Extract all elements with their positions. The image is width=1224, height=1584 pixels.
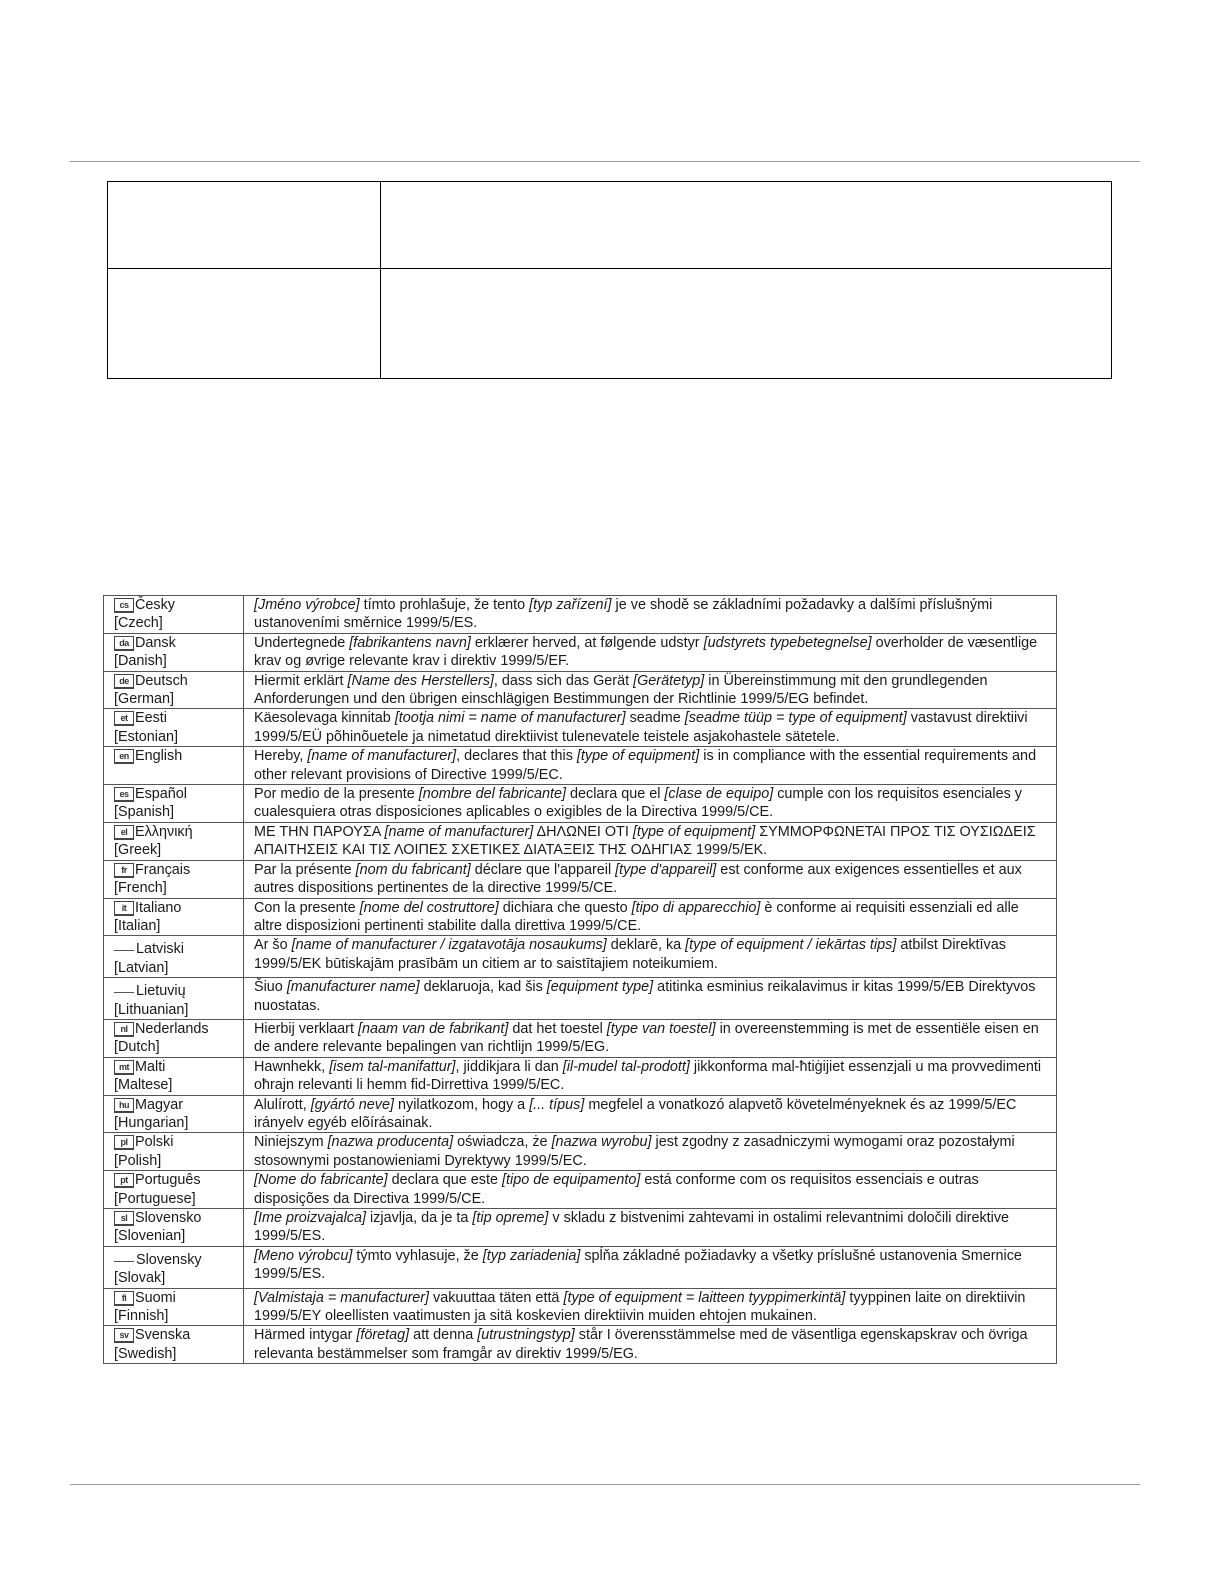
declaration-text-cell bbox=[244, 747, 1057, 785]
language-code-badge: el bbox=[114, 825, 134, 840]
declaration-text: Hereby, bbox=[254, 748, 308, 765]
language-name-line bbox=[114, 1059, 165, 1075]
declaration-text-cell bbox=[244, 785, 1057, 823]
declaration-text: att denna bbox=[409, 1327, 478, 1344]
declaration-placeholder-text: [utrustningstyp] bbox=[477, 1327, 575, 1344]
language-cell bbox=[104, 596, 244, 634]
declaration-text-cell bbox=[244, 1326, 1057, 1364]
language-name: Ελληνική bbox=[135, 823, 193, 840]
declaration-placeholder-text: [nome del costruttore] bbox=[359, 899, 499, 916]
language-code-badge: pt bbox=[114, 1173, 134, 1188]
language-code-placeholder bbox=[114, 978, 134, 993]
table-row bbox=[104, 633, 1057, 671]
language-cell bbox=[104, 1133, 244, 1171]
language-english-name: [Italian] bbox=[114, 917, 161, 934]
declaration-text-cell bbox=[244, 860, 1057, 898]
language-cell bbox=[104, 936, 244, 978]
declaration-placeholder-text: [typ zařízení] bbox=[529, 597, 612, 613]
language-cell bbox=[104, 978, 244, 1020]
language-english-name: [Slovenian] bbox=[114, 1228, 186, 1245]
declaration-placeholder-text: [Jméno výrobce] bbox=[254, 597, 360, 613]
declaration-text: is in compliance with the essential requirements and other relevant provisions of Directive 1999/5/EC. bbox=[254, 748, 1037, 783]
declaration-text: seadme bbox=[625, 710, 685, 727]
language-name: Svenska bbox=[135, 1327, 191, 1344]
language-code-badge: da bbox=[114, 636, 134, 651]
declaration-text: , dass sich das Gerät bbox=[493, 672, 634, 689]
declaration-placeholder-text: [name of manufacturer / izgatavotāja nosaukums] bbox=[291, 937, 607, 954]
language-english-name: [Danish] bbox=[114, 653, 167, 670]
language-english-name: [Finnish] bbox=[114, 1308, 169, 1325]
declaration-text: megfelel a vonatkozó alapvetõ követelményeknek és az 1999/5/EC irányelv egyéb elõírásainak. bbox=[254, 1096, 1017, 1131]
declaration-placeholder-text: [Name des Herstellers] bbox=[347, 672, 494, 689]
declaration-text: dat het toestel bbox=[508, 1020, 607, 1037]
declaration-text: týmto vyhlasuje, že bbox=[352, 1247, 483, 1264]
language-english-name: [German] bbox=[114, 691, 174, 708]
declaration-text: vastavust direktiivi 1999/5/EÜ põhinõuetele ja nimetatud direktiivist tulenevatele teistele asjakohastele sätetele. bbox=[254, 710, 1028, 745]
declaration-text-cell bbox=[244, 1133, 1057, 1171]
language-name: Nederlands bbox=[135, 1020, 209, 1037]
declaration-placeholder-text: [Valmistaja = manufacturer] bbox=[254, 1289, 430, 1306]
language-cell bbox=[104, 1246, 244, 1288]
declaration-text: jest zgodny z zasadniczymi wymogami oraz pozostałymi stosownymi postanowieniami Dyrektywy 1999/5/EC. bbox=[254, 1134, 1015, 1169]
language-name-line bbox=[114, 786, 187, 802]
language-code-placeholder bbox=[114, 936, 134, 951]
declaration-text: deklaruoja, kad šis bbox=[419, 979, 547, 996]
language-name-line bbox=[114, 1327, 190, 1343]
language-name-line bbox=[114, 941, 184, 957]
language-english-name: [Slovak] bbox=[114, 1270, 166, 1287]
declaration-placeholder-text: [Gerätetyp] bbox=[633, 672, 705, 689]
declaration-text-cell bbox=[244, 936, 1057, 978]
declaration-text: declara que este bbox=[387, 1172, 502, 1189]
language-code-badge: et bbox=[114, 711, 134, 726]
table-row bbox=[104, 1209, 1057, 1247]
language-english-name: [Maltese] bbox=[114, 1077, 173, 1094]
language-name-line bbox=[114, 900, 181, 916]
table-row bbox=[104, 747, 1057, 785]
declaration-text-cell bbox=[244, 1095, 1057, 1133]
declaration-text: atbilst Direktīvas 1999/5/EK būtiskajām prasībām un citiem ar to saistītajiem noteikumiem. bbox=[254, 937, 1006, 972]
language-cell bbox=[104, 1057, 244, 1095]
declaration-placeholder-text: [företag] bbox=[356, 1327, 410, 1344]
language-english-name: [Polish] bbox=[114, 1152, 162, 1169]
language-name: Latviski bbox=[136, 941, 184, 958]
language-cell bbox=[104, 1288, 244, 1326]
top-divider bbox=[70, 161, 1140, 162]
language-code-badge: fi bbox=[114, 1291, 134, 1306]
language-name: Italiano bbox=[135, 899, 182, 916]
declaration-placeholder-text: [type d'appareil] bbox=[615, 861, 717, 878]
declaration-text-cell bbox=[244, 1057, 1057, 1095]
declaration-text: overholder de væsentlige krav og øvrige relevante krav i direktiv 1999/5/EF. bbox=[254, 634, 1038, 670]
declaration-placeholder-text: [tootja nimi = name of manufacturer] bbox=[394, 710, 626, 727]
language-code-badge: cs bbox=[114, 598, 134, 613]
declaration-text-cell bbox=[244, 1019, 1057, 1057]
declaration-placeholder-text: [name of manufacturer] bbox=[384, 823, 534, 840]
declaration-text: spĺňa základné požiadavky a všetky príslušné ustanovenia Smernice 1999/5/ES. bbox=[254, 1247, 1022, 1283]
declaration-placeholder-text: [tip opreme] bbox=[472, 1210, 549, 1226]
declaration-placeholder-text: [equipment type] bbox=[546, 979, 654, 996]
declaration-text: , jiddikjara li dan bbox=[455, 1058, 563, 1075]
declaration-text: cumple con los requisitos esenciales y cualesquiera otras disposiciones aplicables o exigibles de la Directiva 1999/5/CE. bbox=[254, 786, 1022, 821]
language-name: Dansk bbox=[135, 634, 176, 651]
language-name-line bbox=[114, 635, 176, 651]
language-cell bbox=[104, 1019, 244, 1057]
table-row bbox=[104, 978, 1057, 1020]
declaration-text: Hierbij verklaart bbox=[254, 1020, 358, 1037]
language-english-name: [Spanish] bbox=[114, 804, 175, 821]
declaration-text: Ar šo bbox=[254, 937, 292, 954]
language-code-badge: nl bbox=[114, 1022, 134, 1037]
declaration-placeholder-text: [gyártó neve] bbox=[310, 1096, 394, 1113]
language-cell bbox=[104, 898, 244, 936]
declaration-text: jikkonforma mal-ħtiġijiet essenzjali u ma provvedimenti oħrajn relevanti li hemm fid-Dirrettiva 1999/5/EC. bbox=[254, 1058, 1042, 1094]
language-name-line bbox=[114, 1290, 176, 1306]
declaration-text: tímto prohlašuje, že tento bbox=[359, 597, 530, 613]
declaration-placeholder-text: [nom du fabricant] bbox=[355, 861, 471, 878]
bottom-divider bbox=[70, 1484, 1140, 1485]
language-cell bbox=[104, 709, 244, 747]
table-row bbox=[104, 1095, 1057, 1133]
declaration-placeholder-text: [Nome do fabricante] bbox=[254, 1172, 388, 1189]
declaration-placeholder-text: [manufacturer name] bbox=[286, 979, 420, 996]
language-english-name: [French] bbox=[114, 880, 167, 897]
language-name: Suomi bbox=[135, 1289, 176, 1306]
declaration-placeholder-text: [tipo di apparecchio] bbox=[631, 899, 761, 916]
declaration-placeholder-text: [type of equipment] bbox=[576, 748, 700, 765]
empty-cell bbox=[108, 182, 381, 269]
language-name: Deutsch bbox=[135, 672, 188, 689]
declaration-placeholder-text: [name of manufacturer] bbox=[307, 748, 457, 765]
declaration-text-cell bbox=[244, 596, 1057, 634]
declaration-text: Härmed intygar bbox=[254, 1327, 357, 1344]
declaration-placeholder-text: [tipo de equipamento] bbox=[502, 1172, 641, 1189]
declaration-text: Hiermit erklärt bbox=[254, 672, 348, 689]
language-name-line bbox=[114, 597, 175, 613]
language-name-line bbox=[114, 748, 182, 764]
language-name: Slovensky bbox=[136, 1251, 202, 1268]
language-name: Polski bbox=[135, 1134, 174, 1151]
language-name-line bbox=[114, 1252, 202, 1268]
declaration-text-cell bbox=[244, 1246, 1057, 1288]
table-row bbox=[104, 1288, 1057, 1326]
table-row bbox=[104, 596, 1057, 634]
declaration-text: ΜΕ ΤΗΝ ΠΑΡΟΥΣΑ bbox=[254, 823, 385, 840]
declaration-text: Con la presente bbox=[254, 899, 360, 916]
declaration-of-conformity-table-wrap bbox=[103, 595, 1057, 1364]
declaration-placeholder-text: [type of equipment / iekārtas tips] bbox=[685, 937, 897, 954]
declaration-text: est conforme aux exigences essentielles et aux autres dispositions pertinentes de la directive 1999/5/CE. bbox=[254, 861, 1022, 897]
declaration-of-conformity-table bbox=[103, 595, 1057, 1364]
language-name: English bbox=[135, 748, 183, 765]
language-name-line bbox=[114, 983, 186, 999]
language-name-line bbox=[114, 824, 193, 840]
declaration-placeholder-text: [type of equipment] bbox=[632, 823, 756, 840]
table-row bbox=[104, 860, 1057, 898]
declaration-text: Undertegnede bbox=[254, 634, 350, 651]
language-name-line bbox=[114, 710, 167, 726]
language-code-badge: sl bbox=[114, 1211, 134, 1226]
language-code-badge: fr bbox=[114, 863, 134, 878]
language-code-badge: es bbox=[114, 787, 134, 802]
declaration-placeholder-text: [nombre del fabricante] bbox=[418, 786, 566, 803]
language-name: Česky bbox=[135, 597, 175, 613]
declaration-placeholder-text: [typ zariadenia] bbox=[482, 1247, 581, 1264]
language-name-line bbox=[114, 1172, 201, 1188]
language-cell bbox=[104, 785, 244, 823]
declaration-text: declara que el bbox=[566, 786, 665, 803]
declaration-text: v skladu z bistvenimi zahtevami in ostalimi relevantnimi določili direktive 1999/5/ES. bbox=[254, 1210, 1010, 1245]
declaration-placeholder-text: [type of equipment = laitteen tyyppimerkintä] bbox=[563, 1289, 846, 1306]
declaration-text: Alulírott, bbox=[254, 1096, 311, 1113]
table-row bbox=[104, 1246, 1057, 1288]
language-english-name: [Portuguese] bbox=[114, 1190, 196, 1207]
declaration-placeholder-text: [fabrikantens navn] bbox=[349, 634, 471, 651]
declaration-text-cell bbox=[244, 822, 1057, 860]
declaration-text: atitinka esminius reikalavimus ir kitas 1999/5/EB Direktyvos nuostatas. bbox=[254, 979, 1036, 1014]
table-row bbox=[104, 671, 1057, 709]
language-english-name: [Czech] bbox=[114, 615, 163, 632]
declaration-placeholder-text: [clase de equipo] bbox=[664, 786, 774, 803]
declaration-text-cell bbox=[244, 671, 1057, 709]
table-row bbox=[104, 1133, 1057, 1171]
language-code-badge: en bbox=[114, 749, 134, 764]
declaration-text: Hawnhekk, bbox=[254, 1058, 330, 1075]
language-cell bbox=[104, 633, 244, 671]
declaration-placeholder-text: [naam van de fabrikant] bbox=[357, 1020, 509, 1037]
language-name-line bbox=[114, 1134, 173, 1150]
declaration-text: vakuuttaa täten että bbox=[429, 1289, 564, 1306]
declaration-text: está conforme com os requisitos essenciais e outras disposições da Directiva 1999/5/CE. bbox=[254, 1172, 979, 1207]
table-row bbox=[104, 898, 1057, 936]
language-code-badge: hu bbox=[114, 1098, 134, 1113]
declaration-text: in overeenstemming is met de essentiële eisen en de andere relevante bepalingen van richtlijn 1999/5/EG. bbox=[254, 1020, 1039, 1056]
empty-cell bbox=[381, 182, 1112, 269]
language-cell bbox=[104, 747, 244, 785]
language-cell bbox=[104, 860, 244, 898]
declaration-text: nyilatkozom, hogy a bbox=[394, 1096, 530, 1113]
declaration-text: dichiara che questo bbox=[498, 899, 632, 916]
declaration-text: Šiuo bbox=[254, 979, 287, 996]
table-row bbox=[104, 1326, 1057, 1364]
declaration-text: erklærer herved, at følgende udstyr bbox=[470, 634, 704, 651]
declaration-text: je ve shodě se základními požadavky a dalšími příslušnými ustanoveními směrnice 1999/5/ES. bbox=[254, 597, 993, 632]
declaration-text: Niniejszym bbox=[254, 1134, 328, 1151]
language-name-line bbox=[114, 1210, 201, 1226]
declaration-placeholder-text: [il-mudel tal-prodott] bbox=[562, 1058, 690, 1075]
declaration-placeholder-text: [Meno výrobcu] bbox=[254, 1247, 353, 1264]
declaration-text: deklarē, ka bbox=[606, 937, 686, 954]
declaration-text: ΣΥΜΜΟΡΦΩΝΕΤΑΙ ΠΡΟΣ ΤΙΣ ΟΥΣΙΩΔΕΙΣ ΑΠΑΙΤΗΣΕΙΣ ΚΑΙ ΤΙΣ ΛΟΙΠΕΣ ΣΧΕΤΙΚΕΣ ΔΙΑΤΑΞΕΙΣ ΤΗΣ ΟΔΗΓΙΑΣ 1999/5/ΕΚ. bbox=[254, 823, 1036, 859]
language-code-badge: de bbox=[114, 674, 134, 689]
declaration-placeholder-text: [isem tal-manifattur] bbox=[329, 1058, 456, 1075]
table-row bbox=[104, 785, 1057, 823]
language-cell bbox=[104, 671, 244, 709]
language-cell bbox=[104, 1209, 244, 1247]
table-row bbox=[104, 1171, 1057, 1209]
declaration-placeholder-text: [nazwa producenta] bbox=[327, 1134, 454, 1151]
language-name: Eesti bbox=[135, 710, 167, 727]
declaration-placeholder-text: [seadme tüüp = type of equipment] bbox=[684, 710, 907, 727]
declaration-text: è conforme ai requisiti essenziali ed alle altre disposizioni pertinenti stabilite dalla direttiva 1999/5/CE. bbox=[254, 899, 1019, 934]
table-row bbox=[104, 936, 1057, 978]
language-code-badge: mt bbox=[114, 1060, 134, 1075]
declaration-text: , declares that this bbox=[456, 748, 577, 765]
language-english-name: [Greek] bbox=[114, 842, 162, 859]
declaration-text-cell bbox=[244, 978, 1057, 1020]
declaration-placeholder-text: [udstyrets typebetegnelse] bbox=[703, 634, 872, 651]
declaration-placeholder-text: [Ime proizvajalca] bbox=[254, 1210, 366, 1226]
declaration-text-cell bbox=[244, 709, 1057, 747]
language-name-line bbox=[114, 1097, 183, 1113]
language-english-name: [Dutch] bbox=[114, 1039, 160, 1056]
declaration-placeholder-text: [nazwa wyrobu] bbox=[551, 1134, 652, 1151]
language-name: Slovensko bbox=[135, 1210, 202, 1226]
empty-info-table bbox=[107, 181, 1112, 379]
table-row bbox=[104, 1019, 1057, 1057]
declaration-text-cell bbox=[244, 1209, 1057, 1247]
language-name-line bbox=[114, 862, 190, 878]
language-name: Français bbox=[135, 861, 191, 878]
table-row bbox=[104, 1057, 1057, 1095]
language-code-badge: pl bbox=[114, 1135, 134, 1150]
empty-cell bbox=[108, 269, 381, 379]
language-name: Español bbox=[135, 786, 188, 803]
table-row bbox=[104, 709, 1057, 747]
declaration-text: in Übereinstimmung mit den grundlegenden Anforderungen und den übrigen einschlägigen Bestimmungen der Richtlinie 1999/5/EG befindet. bbox=[254, 672, 988, 708]
language-code-badge: it bbox=[114, 901, 134, 916]
language-name: Malti bbox=[135, 1058, 166, 1075]
declaration-text: izjavlja, da je ta bbox=[365, 1210, 473, 1226]
declaration-placeholder-text: [... típus] bbox=[529, 1096, 585, 1113]
language-code-badge: sv bbox=[114, 1328, 134, 1343]
language-name-line bbox=[114, 673, 188, 689]
declaration-text-cell bbox=[244, 1171, 1057, 1209]
language-english-name: [Lithuanian] bbox=[114, 1001, 189, 1018]
empty-cell bbox=[381, 269, 1112, 379]
declaration-text-cell bbox=[244, 633, 1057, 671]
language-english-name: [Hungarian] bbox=[114, 1114, 189, 1131]
language-name: Magyar bbox=[135, 1096, 183, 1113]
declaration-text: oświadcza, że bbox=[453, 1134, 552, 1151]
declaration-text: Käesolevaga kinnitab bbox=[254, 710, 395, 727]
language-cell bbox=[104, 1171, 244, 1209]
language-english-name: [Latvian] bbox=[114, 959, 169, 976]
declaration-text-cell bbox=[244, 1288, 1057, 1326]
declaration-text-cell bbox=[244, 898, 1057, 936]
declaration-text: tyyppinen laite on direktiivin 1999/5/EY oleellisten vaatimusten ja sitä koskevien direktiivin muiden ehtojen mukainen. bbox=[254, 1289, 1026, 1325]
language-code-placeholder bbox=[114, 1247, 134, 1262]
language-cell bbox=[104, 822, 244, 860]
declaration-text: déclare que l'appareil bbox=[470, 861, 616, 878]
declaration-text: Por medio de la presente bbox=[254, 786, 419, 803]
language-name-line bbox=[114, 1021, 209, 1037]
declaration-text: ΔΗΛΩΝΕΙ ΟΤΙ bbox=[533, 823, 633, 840]
language-english-name: [Estonian] bbox=[114, 728, 178, 745]
language-name: Lietuvių bbox=[136, 983, 186, 1000]
declaration-placeholder-text: [type van toestel] bbox=[606, 1020, 716, 1037]
language-name: Português bbox=[135, 1172, 201, 1189]
declaration-text: Par la présente bbox=[254, 861, 356, 878]
language-english-name: [Swedish] bbox=[114, 1345, 177, 1362]
table-row bbox=[104, 822, 1057, 860]
language-cell bbox=[104, 1326, 244, 1364]
declaration-text: står I överensstämmelse med de väsentliga egenskapskrav och övriga relevanta bestämmelser som framgår av direktiv 1999/5/EG. bbox=[254, 1327, 1028, 1362]
language-cell bbox=[104, 1095, 244, 1133]
